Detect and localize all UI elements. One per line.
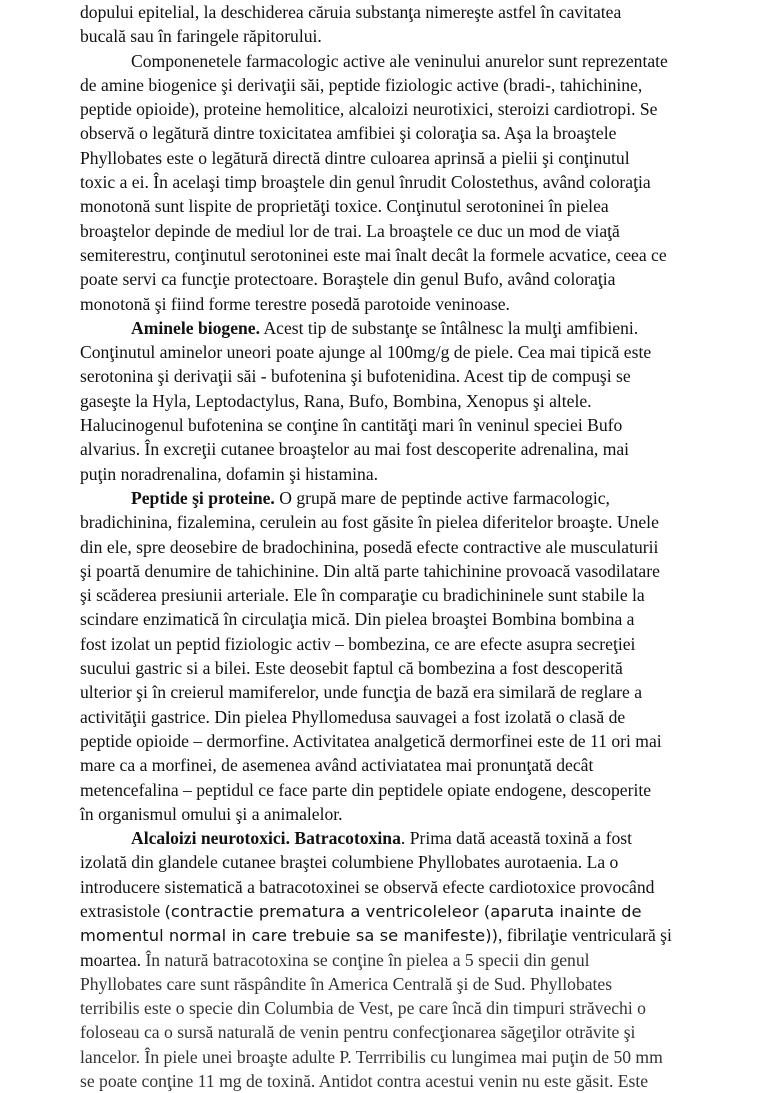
text-line [80, 437, 756, 461]
text-line [80, 778, 756, 802]
text-segment: din ele, spre deosebire de bradochinina, posedă efecte contractive ale musculaturii [80, 536, 659, 557]
text-line [80, 972, 756, 996]
text-line [80, 243, 756, 267]
text-line [80, 24, 756, 48]
text-line [80, 316, 756, 340]
text-segment: şi scăderea presiunii arteriale. Ele în comparaţie cu bradichininele sunt stabile la [80, 585, 645, 606]
text-line [80, 875, 756, 899]
section-heading: Alcaloizi neurotoxici. Batracotoxina [131, 828, 401, 849]
text-segment: monotonă sunt lispite de proprietăţi toxice. Conţinutul serotoninei în pielea [80, 196, 609, 217]
text-line [80, 1045, 756, 1069]
text-line [80, 364, 756, 388]
text-segment: de amine biogenice şi derivaţii săi, peptide fiziologic active (bradi-, tahichinine, [80, 74, 643, 95]
text-segment: gaseşte la Hyla, Leptodactylus, Rana, Bufo, Bombina, Xenopus şi altele. [80, 390, 592, 411]
section-heading: Aminele biogene. [131, 317, 261, 338]
text-line [80, 923, 756, 947]
text-segment: moartea. [80, 949, 146, 970]
text-line [80, 802, 756, 826]
text-segment: Conţinutul aminelor uneori poate ajunge al 100mg/g de piele. Cea mai tipică este [80, 342, 652, 363]
text-segment: fost izolat un peptid fiziologic activ – bombezina, ce are efecte asupra secreţiei [80, 633, 636, 654]
text-line [80, 632, 756, 656]
text-line [80, 559, 756, 583]
text-segment: Phyllobates este o legătură directă dintre culoarea aprinsă a pielii şi conţinutul [80, 147, 630, 168]
text-line [80, 948, 756, 972]
text-segment: lancelor. În piele unei broaşte adulte P. Terrribilis cu lungimea mai puţin de 50 mm [80, 1046, 663, 1067]
text-segment: poate servi ca funcţie protectoare. Boraştele din genul Bufo, având coloraţia [80, 269, 616, 290]
text-segment: peptide opioide), proteine hemolitice, alcaloizi neurotixici, steroizi cardiotropi. Se [80, 99, 658, 120]
text-segment: se poate conţine 11 mg de toxină. Antidot contra acestui venin nu este găsit. Este [80, 1071, 649, 1092]
text-segment: În natură batracotoxina se conţine în pielea a 5 specii din genul [145, 949, 590, 970]
text-segment: momentul normal in care trebuie sa se manifeste)) [80, 926, 498, 946]
text-segment: activităţii gastrice. Din pielea Phyllomedusa sauvagei a fost izolată o clasă de [80, 706, 626, 727]
text-segment: extrasistole [80, 900, 165, 921]
text-line [80, 219, 756, 243]
text-line [80, 826, 756, 850]
text-line [80, 340, 756, 364]
text-segment: terribilis este o specie din Columbia de Vest, pe care încă din timpuri străvechi o [80, 998, 646, 1019]
text-line [80, 267, 756, 291]
text-line [80, 510, 756, 534]
text-line [80, 1069, 756, 1093]
text-segment: scindare enzimatică în circulaţia mică. Din pielea broaştei Bombina bombina a [80, 609, 635, 630]
document-page [80, 0, 756, 1093]
text-line [80, 535, 756, 559]
text-line [80, 729, 756, 753]
text-segment: metencefalina – peptidul ce face parte din peptidele opiate endogene, descoperite [80, 779, 652, 800]
text-line [80, 49, 756, 73]
text-segment: serotonina şi derivaţii săi - bufotenina şi bufotenidina. Acest tip de compuşi se [80, 366, 631, 387]
text-segment: şi poartă denumire de tahichinine. Din altă parte tahichinine provoacă vasodilatare [80, 560, 660, 581]
text-segment: Phyllobates care sunt răspândite în America Centrală şi de Sud. Phyllobates [80, 973, 613, 994]
text-segment: ulterior şi în creierul mamiferelor, unde funcţia de bază era similară de reglare a [80, 682, 643, 703]
text-segment: puţin noradrenalina, dofamin şi histamina. [80, 463, 379, 484]
text-segment: peptide opioide – dermorfine. Activitatea analgetică dermorfinei este de 11 ori mai [80, 730, 662, 751]
text-segment: foloseau ca o sursă naturală de venin pentru confecţionarea săgeţilor otrăvite şi [80, 1022, 636, 1043]
text-line [80, 121, 756, 145]
text-line [80, 97, 756, 121]
text-segment: bucală sau în faringele răpitorului. [80, 26, 322, 47]
text-segment: (contractie prematura a ventricoleleor (aparuta inainte de [164, 901, 642, 921]
text-segment: bradichinina, fizalemina, cerulein au fost găsite în pielea diferitelor broaşte. Unele [80, 512, 659, 533]
text-segment: sucului gastric si a bilei. Este deosebit faptul că bombezina a fost descoperită [80, 658, 623, 679]
text-segment: Componenetele farmacologic active ale veninului anurelor sunt reprezentate [131, 50, 668, 71]
text-line [80, 850, 756, 874]
text-segment: Acest tip de substanţe se întâlnesc la mulţi amfibieni. [260, 317, 639, 338]
text-segment: toxic a ei. În acelaşi timp broaştele din genul înrudit Colostethus, având coloraţia [80, 172, 651, 193]
text-segment: broaştelor depinde de mediul lor de trai. La broaştele ce duc un mod de viaţă [80, 220, 620, 241]
text-line [80, 73, 756, 97]
text-line [80, 486, 756, 510]
text-line [80, 899, 756, 923]
text-segment: semiterestru, conţinutul serotoninei este mai înalt decât la formele acvatice, ceea ce [80, 244, 667, 265]
text-line [80, 413, 756, 437]
text-segment: monotonă şi fiind forme terestre posedă parotoide veninoase. [80, 293, 510, 314]
text-line [80, 194, 756, 218]
text-segment: mare ca a morfinei, de asemenea având activiatatea mai pronunţată decât [80, 755, 594, 776]
text-segment: dopului epitelial, la deschiderea căruia substanţa nimereşte astfel în cavitatea [80, 2, 622, 22]
text-line [80, 146, 756, 170]
text-line [80, 607, 756, 631]
text-line [80, 705, 756, 729]
text-segment: izolată din glandele cutanee braştei columbiene Phyllobates aurotaenia. La o [80, 852, 619, 873]
text-line [80, 656, 756, 680]
text-segment: introducere sistematică a batracotoxinei se observă efecte cardiotoxice provocând [80, 876, 655, 897]
text-line [80, 462, 756, 486]
text-line [80, 292, 756, 316]
text-line [80, 680, 756, 704]
text-segment: Halucinogenul bufotenina se conţine în cantităţi mari în veninul speciei Bufo [80, 415, 623, 436]
text-segment: în organismul omului şi a animalelor. [80, 803, 343, 824]
text-line [80, 1020, 756, 1044]
text-segment: observă o legătură dintre toxicitatea amfibiei şi coloraţia sa. Aşa la broaştele [80, 123, 617, 144]
text-line [80, 996, 756, 1020]
text-line [80, 389, 756, 413]
text-line [80, 0, 756, 24]
text-line [80, 170, 756, 194]
text-line [80, 753, 756, 777]
text-segment: . Prima dată această toxină a fost [400, 828, 632, 849]
text-segment: O grupă mare de peptinde active farmacologic, [274, 487, 610, 508]
text-segment: , fibrilaţie ventriculară şi [498, 925, 672, 946]
text-line [80, 583, 756, 607]
section-heading: Peptide şi proteine. [131, 487, 275, 508]
text-segment: alvarius. În excreţii cutanee broaştelor au mai fost descoperite adrenalina, mai [80, 439, 630, 460]
